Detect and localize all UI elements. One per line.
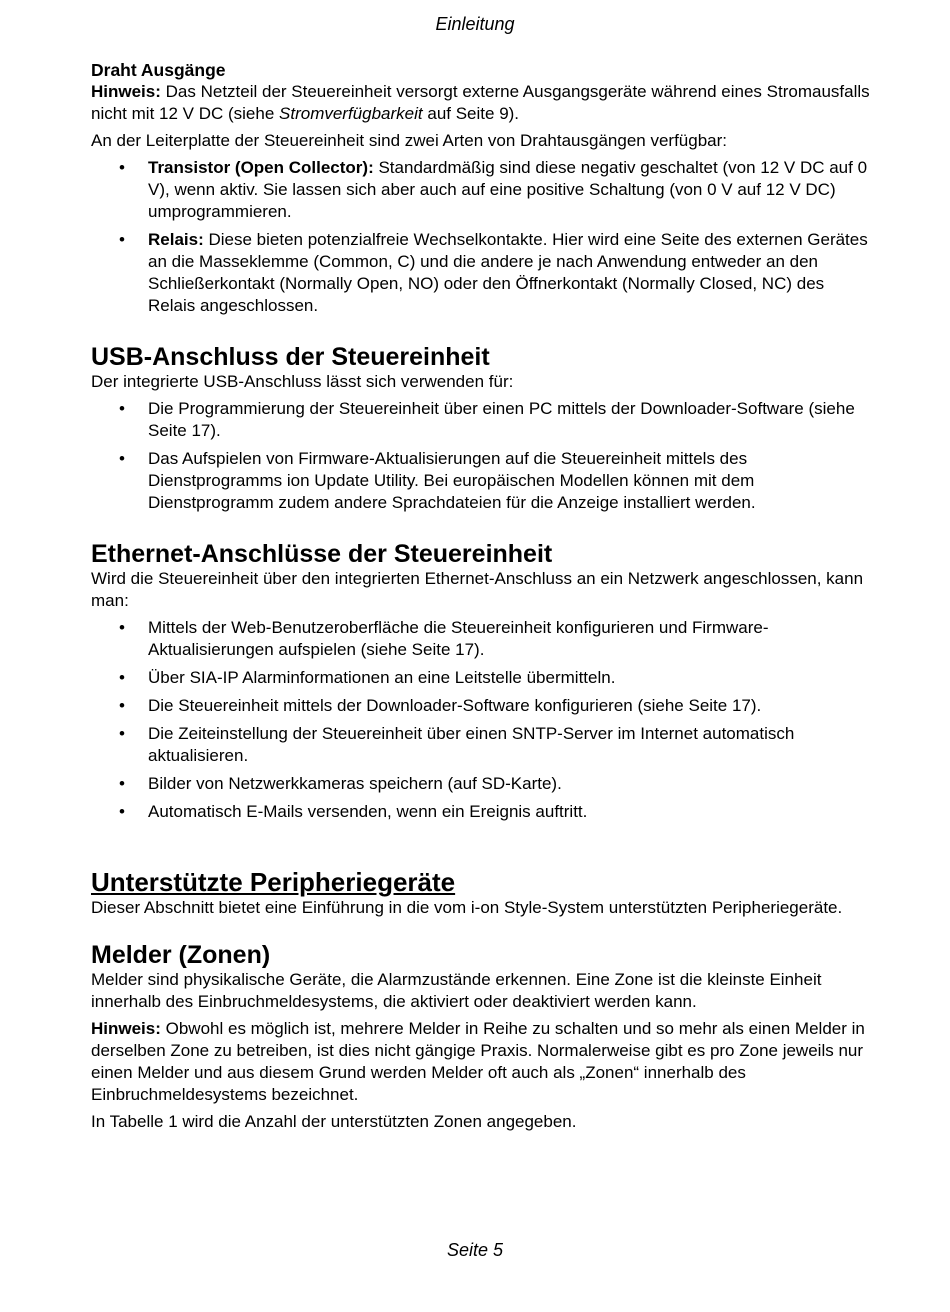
- page-number: Seite 5: [446, 1240, 504, 1260]
- list-item: [91, 801, 871, 823]
- draht-intro: An der Leiterplatte der Steuereinheit sind zwei Arten von Drahtausgängen verfügbar:: [91, 131, 728, 150]
- bullet: •: [119, 399, 125, 418]
- item-text: Die Steuereinheit mittels der Downloader-Software konfigurieren (siehe Seite 17).: [148, 696, 762, 715]
- usb-intro: Der integrierte USB-Anschluss lässt sich verwenden für:: [91, 372, 514, 391]
- melder-table-reference: In Tabelle 1 wird die Anzahl der unterstützten Zonen angegeben.: [91, 1112, 577, 1131]
- draht-list: [91, 157, 871, 317]
- usb-heading: USB-Anschluss der Steuereinheit: [91, 343, 490, 371]
- melder-note: [91, 1018, 871, 1106]
- item-text: Über SIA-IP Alarminformationen an eine Leitstelle übermitteln.: [148, 668, 616, 687]
- list-item: [91, 229, 871, 317]
- bullet: •: [119, 802, 125, 821]
- note-reference: Stromverfügbarkeit: [279, 104, 423, 123]
- list-item: [91, 667, 871, 689]
- item-text: Die Zeiteinstellung der Steuereinheit über einen SNTP-Server im Internet automatisch aktualisieren.: [148, 724, 795, 765]
- page-content: [91, 59, 871, 1138]
- peripherie-intro: Dieser Abschnitt bietet eine Einführung in die vom i-on Style-System unterstützten Peripheriegeräte.: [91, 898, 843, 917]
- page-header: Einleitung: [435, 14, 515, 34]
- bullet: •: [119, 158, 125, 177]
- peripherie-heading: Unterstützte Peripheriegeräte: [91, 867, 456, 897]
- draht-note: [91, 81, 871, 125]
- bullet: •: [119, 774, 125, 793]
- note-text: Obwohl es möglich ist, mehrere Melder in Reihe zu schalten und so mehr als einen Melder in derselben Zone zu betreiben, ist dies nicht gängige Praxis. Normalerweise gibt es pro Zone jeweils nur einen Melder und aus diesem Grund werden Melder oft auch als „Zonen“ innerhalb des Einbruchmeldesystems bezeichnet.: [91, 1019, 865, 1104]
- draht-heading: Draht Ausgänge: [91, 60, 226, 80]
- melder-paragraph: Melder sind physikalische Geräte, die Alarmzustände erkennen. Eine Zone ist die kleinste Einheit innerhalb des Einbruchmeldesystems, die aktiviert oder deaktiviert werden kann.: [91, 970, 822, 1011]
- bullet: •: [119, 724, 125, 743]
- item-text: Diese bieten potenzialfreie Wechselkontakte. Hier wird eine Seite des externen Gerätes an die Masseklemme (Common, C) und die andere je nach Anwendung entweder an den Schließerkontakt (Normally Open, NO) oder den Öffnerkontakt (Normally Closed, NC) des Relais angeschlossen.: [148, 230, 868, 315]
- note-tail: auf Seite 9).: [422, 104, 520, 123]
- bullet: •: [119, 696, 125, 715]
- usb-list: [91, 398, 871, 514]
- list-item: [91, 773, 871, 795]
- bullet: •: [119, 230, 125, 249]
- ethernet-list: [91, 617, 871, 823]
- item-text: Standardmäßig sind diese negativ geschaltet (von 12 V DC auf 0 V), wenn aktiv. Sie lassen sich aber auch auf eine positive Schaltung (von 0 V auf 12 V DC) umprogrammieren.: [148, 158, 868, 221]
- note-text: Das Netzteil der Steuereinheit versorgt externe Ausgangsgeräte während eines Stromausfalls nicht mit 12 V DC (siehe: [91, 82, 870, 123]
- list-item: [91, 723, 871, 767]
- item-text: Automatisch E-Mails versenden, wenn ein Ereignis auftritt.: [148, 802, 588, 821]
- note-label: Hinweis:: [91, 1019, 161, 1038]
- list-item: [91, 448, 871, 514]
- bullet: •: [119, 618, 125, 637]
- item-text: Mittels der Web-Benutzeroberfläche die Steuereinheit konfigurieren und Firmware-Aktualisierungen aufspielen (siehe Seite 17).: [148, 618, 769, 659]
- list-item: [91, 398, 871, 442]
- item-label: Relais:: [148, 230, 204, 249]
- ethernet-intro: Wird die Steuereinheit über den integrierten Ethernet-Anschluss an ein Netzwerk angeschlossen, kann man:: [91, 569, 864, 610]
- bullet: •: [119, 668, 125, 687]
- item-text: Das Aufspielen von Firmware-Aktualisierungen auf die Steuereinheit mittels des Dienstprogramms ion Update Utility. Bei europäischen Modellen können mit dem Dienstprogramm zudem andere Sprachdateien für die Anzeige installiert werden.: [148, 449, 756, 512]
- list-item: [91, 157, 871, 223]
- item-label: Transistor (Open Collector):: [148, 158, 374, 177]
- note-label: Hinweis:: [91, 82, 161, 101]
- ethernet-heading: Ethernet-Anschlüsse der Steuereinheit: [91, 540, 553, 568]
- melder-heading: Melder (Zonen): [91, 941, 271, 969]
- list-item: [91, 695, 871, 717]
- item-text: Die Programmierung der Steuereinheit über einen PC mittels der Downloader-Software (siehe Seite 17).: [148, 399, 855, 440]
- item-text: Bilder von Netzwerkkameras speichern (auf SD-Karte).: [148, 774, 562, 793]
- list-item: [91, 617, 871, 661]
- bullet: •: [119, 449, 125, 468]
